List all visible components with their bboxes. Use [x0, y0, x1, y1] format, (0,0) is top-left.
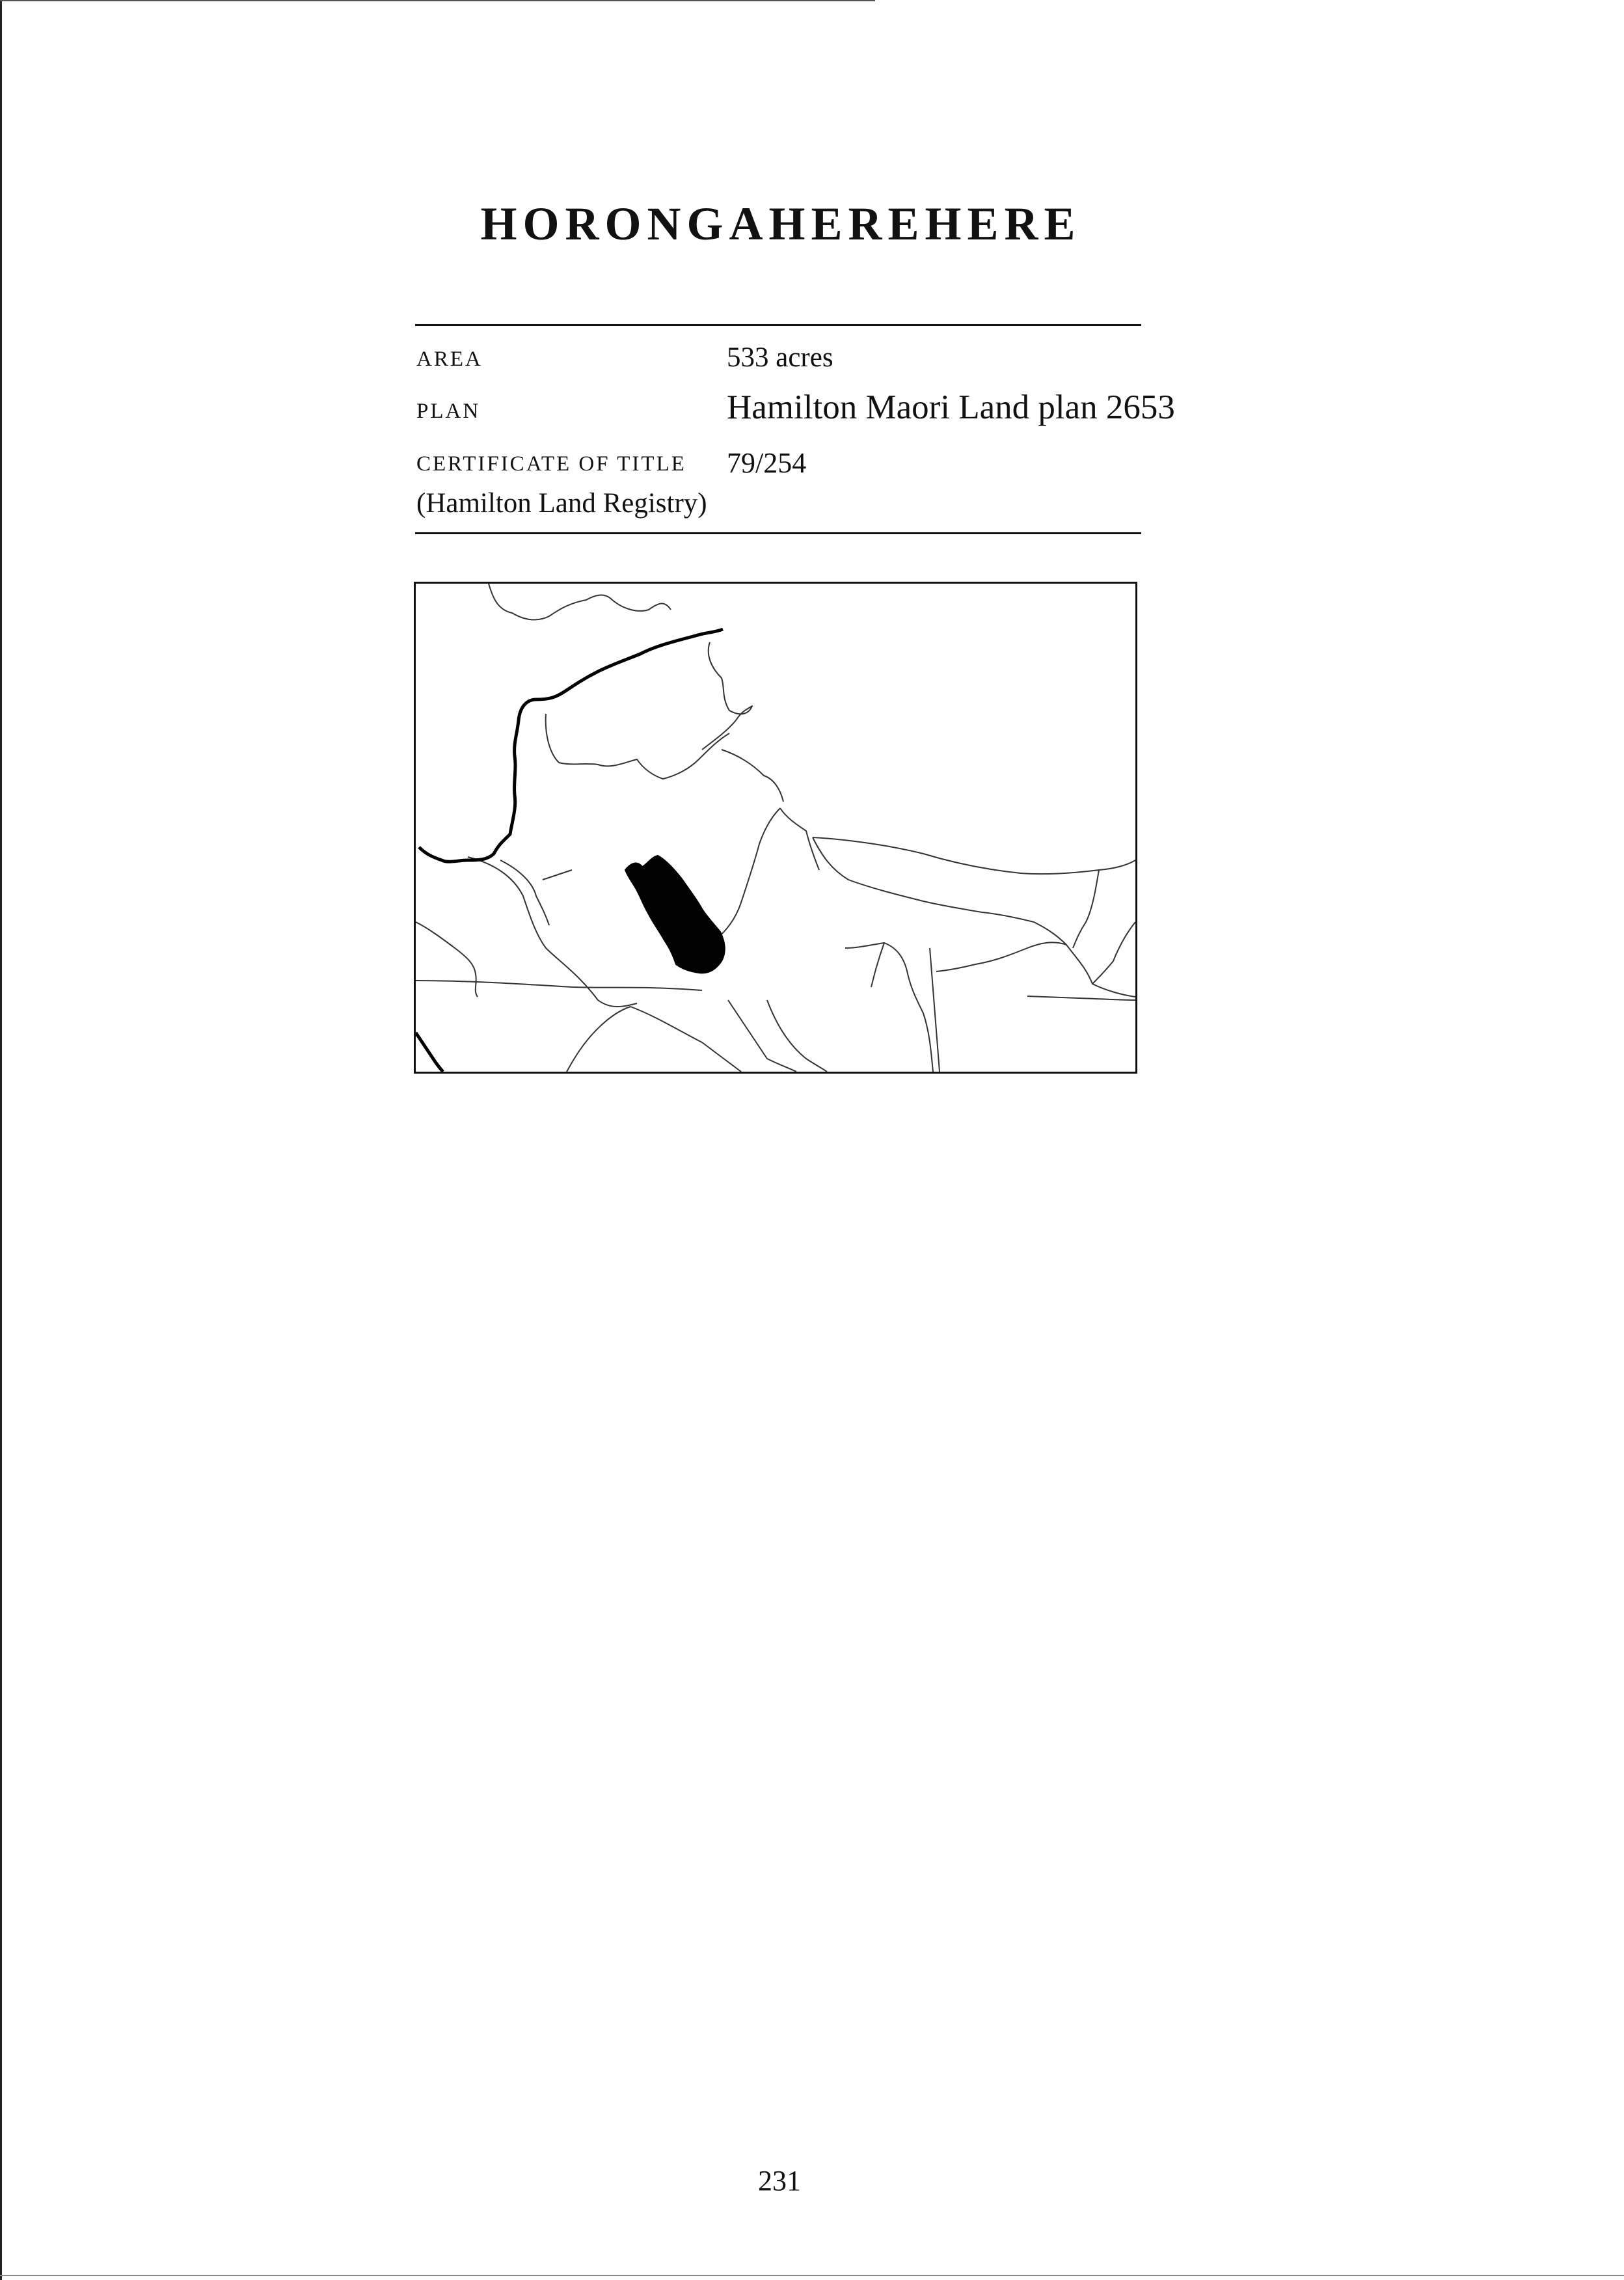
details-bottom-rule	[415, 532, 1141, 534]
map-boundary-east-coast	[813, 837, 1135, 874]
map-boundary-southwest-block	[630, 1007, 741, 1072]
map-boundary-inner-region	[546, 714, 729, 779]
map-boundary-south-centre	[845, 943, 933, 1072]
map-boundaries	[416, 584, 1135, 1072]
page-title: HORONGAHEREHERE	[480, 198, 1081, 250]
scan-edge-bottom	[0, 2275, 1624, 2276]
details-top-rule	[415, 324, 1141, 326]
map-highlighted-parcel	[625, 856, 725, 973]
area-value: 533 acres	[727, 342, 833, 373]
map-boundary-north-link	[543, 870, 572, 880]
certificate-value: 79/254	[727, 447, 807, 479]
certificate-label: CERTIFICATE OF TITLE	[416, 452, 686, 476]
map-boundary-south-mid	[728, 1000, 796, 1072]
map-boundary-south-valley	[767, 1000, 827, 1072]
map-boundary-lower-east	[1027, 996, 1135, 1000]
map-boundary-southern-basin	[468, 857, 637, 1007]
map-boundary-harbour	[936, 942, 1066, 971]
map-boundary-south-west	[871, 943, 884, 987]
map-boundary-river-south	[722, 750, 783, 802]
map-boundary-east-block	[1073, 870, 1099, 948]
map-boundary-top-coast	[489, 584, 671, 619]
map-boundary-inner-west	[500, 860, 549, 925]
map-boundary-southwest-coast	[567, 1007, 630, 1072]
plan-value: Hamilton Maori Land plan 2653	[727, 388, 1175, 426]
location-map	[414, 582, 1137, 1074]
map-boundary-east-lower	[1092, 922, 1135, 997]
map-district-boundary	[416, 629, 723, 1072]
certificate-sublabel: (Hamilton Land Registry)	[416, 488, 707, 519]
map-district-boundary-sw	[416, 1033, 443, 1072]
map-district-boundary-line	[419, 629, 723, 862]
map-boundary-west-stream	[416, 922, 478, 997]
scan-edge-top	[0, 0, 875, 1]
plan-label: PLAN	[416, 400, 481, 423]
scan-edge-left	[0, 0, 2, 2280]
map-boundary-west-road	[416, 981, 702, 990]
map-boundary-east-inlet	[702, 642, 752, 750]
location-map-svg	[416, 584, 1135, 1072]
page-number: 231	[758, 2165, 801, 2197]
area-label: AREA	[416, 347, 483, 371]
map-boundary-coast-mid	[813, 837, 1092, 984]
